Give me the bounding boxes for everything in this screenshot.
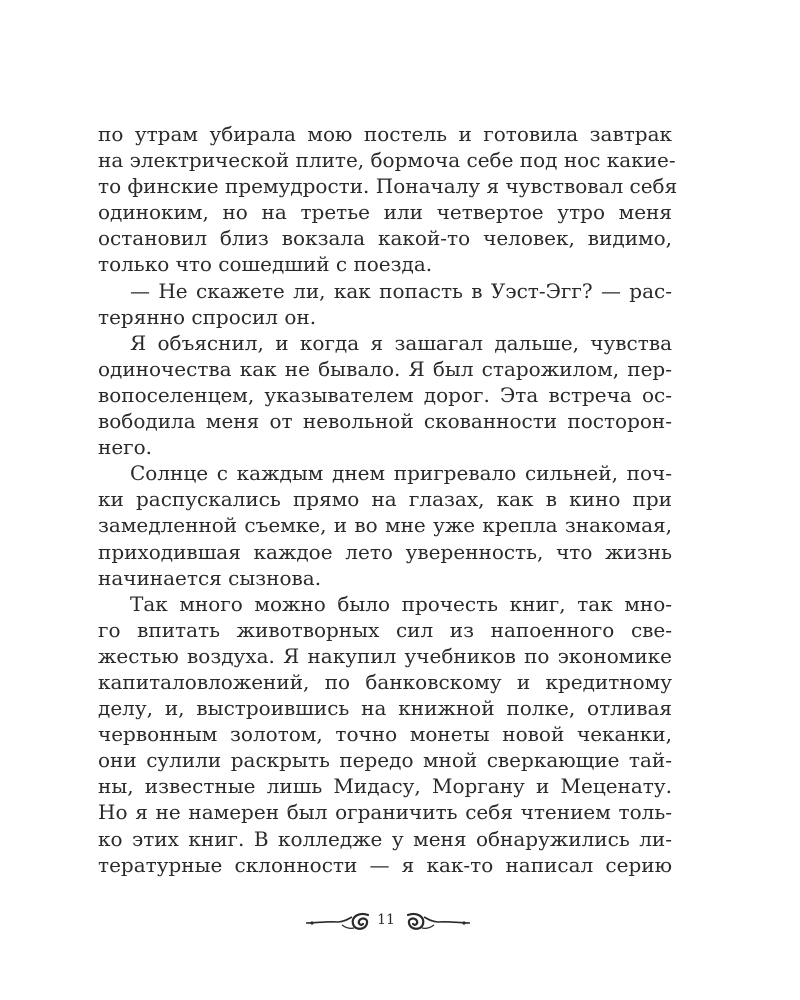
body-text: [98, 121, 678, 878]
page-number: 11: [377, 912, 395, 928]
flourish-left-icon: [304, 909, 374, 933]
text-line: делу, и, выстроившись на книжной полке, отливая: [98, 696, 672, 721]
flourish-right-icon: [402, 909, 472, 933]
text-line: по утрам убирала мою постель и готовила завтрак: [98, 122, 672, 146]
text-line: одиночества как не бывало. Я был старожилом, пер-: [98, 356, 672, 381]
text-line: ки распускались прямо на глазах, как в кино при: [98, 487, 672, 512]
text-line: Но я не намерен был ограничить себя чтением толь-: [98, 800, 672, 825]
text-line: него.: [98, 435, 153, 460]
text-line: жестью воздуха. Я накупил учебников по экономике: [98, 643, 672, 668]
text-line: только что сошедший с поезда.: [98, 252, 433, 277]
text-line: червонным золотом, точно монеты новой чеканки,: [98, 722, 672, 747]
text-line: одиноким, но на третье или четвертое утро меня: [98, 200, 672, 225]
text-line: Солнце с каждым днем пригревало сильней, поч-: [130, 461, 672, 486]
text-line: — Не скажете ли, как попасть в Уэст-Эгг? — рас-: [130, 278, 672, 303]
text-line: на электрической плите, бормоча себе под нос какие-: [98, 148, 676, 173]
page-footer: [0, 905, 800, 945]
text-line: начинается сызнова.: [98, 565, 322, 590]
text-line: го впитать животворных сил из напоенного све-: [98, 617, 672, 642]
text-line: тературные склонности — я как-то написал серию: [98, 852, 672, 877]
text-line: терянно спросил он.: [98, 304, 317, 329]
text-line: то финские премудрости. Поначалу я чувствовал себя: [98, 174, 678, 199]
text-line: Так много можно было прочесть книг, так мно-: [130, 591, 672, 616]
text-line: ко этих книг. В колледже у меня обнаружились ли-: [98, 826, 672, 851]
text-line: они сулили раскрыть передо мной сверкающие тай-: [98, 748, 672, 773]
text-line: Я объяснил, и когда я зашагал дальше, чувства: [130, 330, 672, 355]
text-line: капиталовложений, по банковскому и кредитному: [98, 669, 672, 694]
text-line: ны, известные лишь Мидасу, Моргану и Меценату.: [98, 774, 672, 799]
text-line: остановил близ вокзала какой-то человек, видимо,: [98, 226, 672, 251]
text-line: замедленной съемке, и во мне уже крепла знакомая,: [98, 513, 672, 538]
text-line: приходившая каждое лето уверенность, что жизнь: [98, 539, 672, 564]
text-line: вопоселенцем, указывателем дорог. Эта встреча ос-: [98, 382, 672, 407]
text-line: вободила меня от невольной скованности посторон-: [98, 409, 672, 434]
